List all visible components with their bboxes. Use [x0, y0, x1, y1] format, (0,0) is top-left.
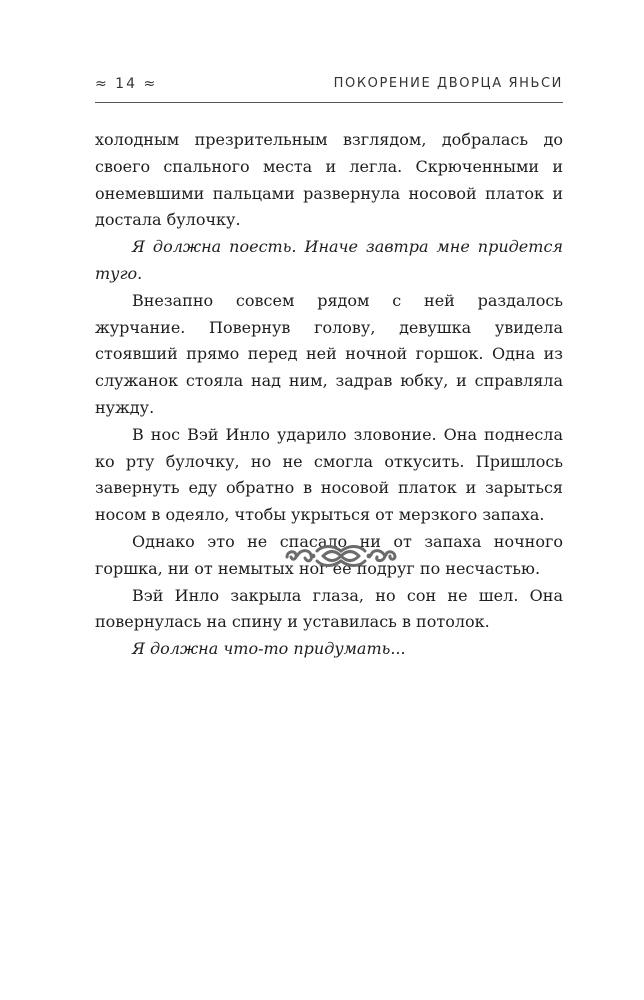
ornament-flourish-icon: [283, 541, 399, 571]
paragraph-italic: Я должна что-то придумать...: [132, 639, 406, 659]
running-header: [95, 76, 563, 104]
paragraph-italic: Я должна поесть. Иначе завтра мне придется туго.: [95, 237, 563, 283]
paragraph: В нос Вэй Инло ударило зловоние. Она поднесла ко рту булочку, но не смогла откусить. Пришлось завернуть еду обратно в носовой платок и зарыться носом в одеяло, чтобы укрыться от мерзкого запаха.: [95, 424, 563, 525]
page-number: ≈ 14 ≈: [95, 76, 158, 92]
header-rule: [95, 102, 563, 103]
paragraph: холодным презрительным взглядом, добралась до своего спального места и легла. Скрюченными и онемевшими пальцами развернула носовой платок и достала булочку.: [95, 130, 563, 230]
paragraph: Однако это не спасало ни от запаха ночного горшка, ни от немытых ног ее подруг по несчастью.: [95, 531, 563, 578]
paragraph: Внезапно совсем рядом с ней раздалось журчание. Повернув голову, девушка увидела стоявший прямо перед ней ночной горшок. Одна из служанок стояла над ним, задрав юбку, и справляла нужду.: [95, 290, 563, 417]
running-title: ПОКОРЕНИЕ ДВОРЦА ЯНЬСИ: [333, 76, 563, 91]
paragraph: Вэй Инло закрыла глаза, но сон не шел. Она повернулась на спину и уставилась в потолок.: [95, 585, 563, 632]
body-text: [95, 127, 563, 663]
